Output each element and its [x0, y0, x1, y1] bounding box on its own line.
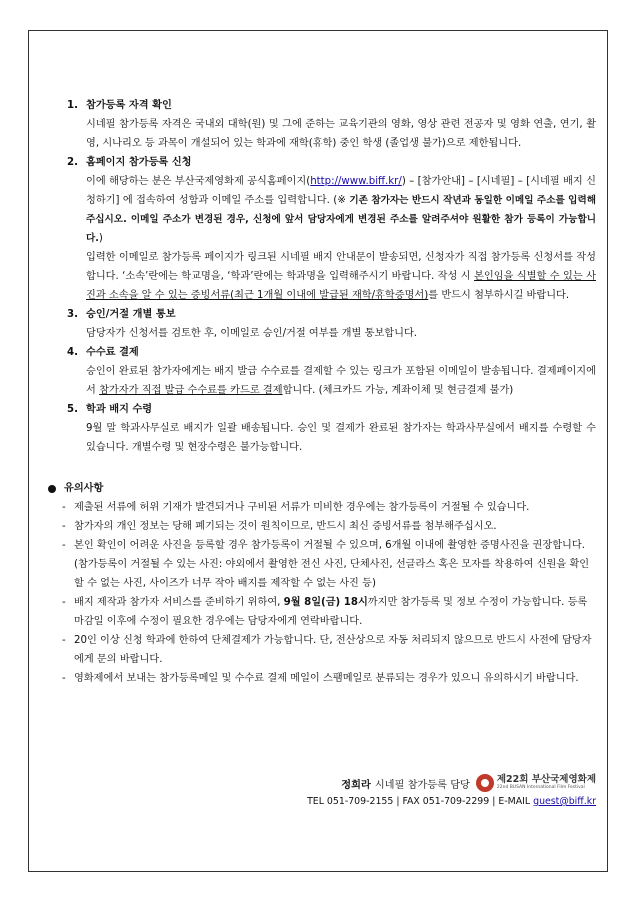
note-item: - 20인 이상 신청 학과에 한하여 단체결제가 가능합니다. 단, 전산상으로 자동 처리되지 않으므로 반드시 사전에 담당자에게 문의 바랍니다.	[62, 635, 592, 665]
step-title: 수수료 결제	[86, 347, 139, 358]
step-title: 참가등록 자격 확인	[86, 100, 172, 111]
note-item: - 제출된 서류에 허위 기재가 발견되거나 구비된 서류가 미비한 경우에는 참가등록이 거절될 수 있습니다.	[62, 502, 530, 513]
step-text: 시네필 참가등록 자격은 국내외 대학(원) 및 그에 준하는 교육기관의 영화, 영상 관련 전공자 및 영화 연출, 연기, 촬영, 시나리오 등 과목이 개설되어 있는 학과에 재학(휴학) 중인 학생 (졸업생 불가)으로 제한됩니다.	[86, 119, 596, 149]
email-link[interactable]: guest@biff.kr	[533, 796, 596, 807]
note-item: - 참가자의 개인 정보는 당해 폐기되는 것이 원칙이므로, 반드시 최신 증빙서류를 첨부해주십시오.	[62, 521, 497, 532]
notes-section	[56, 479, 596, 688]
step-text: 이에 해당하는 분은 부산국제영화제 공식홈페이지(http://www.biff.kr/) – [참가안내] – [시네필] – [시네필 배지 신청하기] 에 접속하여 성함과 이메일 주소를 입력합니다. (※ 기존 참가자는 반드시 작년과 동일한 이메일 주소를 입력해주십시오. 이메일 주소가 변경된 경우, 신청에 앞서 담당자에게 변경된 주소를 알려주셔야 원활한 참가 등록이 가능합니다.)	[86, 176, 597, 244]
note-item: - 영화제에서 보내는 참가등록메일 및 수수료 결제 메일이 스팸메일로 분류되는 경우가 있으니 유의하시기 바랍니다.	[62, 673, 579, 684]
notes-heading: 유의사항	[64, 483, 104, 494]
contact-role: 시네필 참가등록 담당	[374, 779, 470, 791]
biff-logo: 제22회 부산국제영화제 22nd BUSAN International Film Festival	[476, 774, 596, 792]
note-item-deadline: - 배지 제작과 참가자 서비스를 준비하기 위하여, 9월 8일(금) 18시까지만 참가등록 및 정보 수정이 가능합니다. 등록마감일 이후에 수정이 필요한 경우에는 담당자에게 연락바랍니다.	[62, 597, 588, 627]
step-3	[56, 305, 596, 343]
deadline-date: 9월 8일(금) 18시	[283, 597, 368, 608]
step-title: 학과 배지 수령	[86, 404, 153, 415]
document-body	[56, 96, 596, 688]
step-title: 홈페이지 참가등록 신청	[86, 157, 192, 168]
step-text: 승인이 완료된 참가자에게는 배지 발급 수수료를 결제할 수 있는 링크가 포함된 이메일이 발송됩니다. 결제페이지에서 참가자가 직접 발급 수수료를 카드로 결제합니다. (체크카드 가능, 계좌이체 및 현금결제 불가)	[86, 366, 596, 396]
step-number: 4.	[67, 347, 78, 358]
note-item: - 본인 확인이 어려운 사진을 등록할 경우 참가등록이 거절될 수 있으며, 6개월 이내에 촬영한 증명사진을 권장합니다. (참가등록이 거절될 수 있는 사진: 야외에서 촬영한 전신 사진, 단체사진, 선글라스 혹은 모자를 착용하여 신원을 확인할 수 없는 사진, 사이즈가 너무 작아 배지를 제작할 수 없는 사진 등)	[62, 540, 590, 589]
step-number: 1.	[67, 100, 78, 111]
step-2	[56, 153, 596, 305]
step-title: 승인/거절 개별 통보	[86, 309, 176, 320]
required-documents: 본인임을 식별할 수 있는 사진과 소속을 알 수 있는 증빙서류(최근 1개월 이내에 발급된 재학/휴학증명서)	[86, 271, 596, 301]
existing-participant-notice: 기존 참가자는 반드시 작년과 동일한 이메일 주소를 입력해주십시오. 이메일 주소가 변경된 경우, 신청에 앞서 담당자에게 변경된 주소를 알려주셔야 원활한 참가 등록이 가능합니다.	[86, 195, 596, 244]
contact-name: 정희라	[341, 779, 371, 791]
signature-block	[300, 774, 596, 807]
step-number: 2.	[67, 157, 78, 168]
step-number: 3.	[67, 309, 78, 320]
step-5	[56, 400, 596, 457]
contact-line: TEL 051-709-2155 | FAX 051-709-2299 | E-MAIL guest@biff.kr	[307, 796, 596, 807]
step-1	[56, 96, 596, 153]
card-payment-notice: 참가자가 직접 발급 수수료를 카드로 결제	[99, 385, 283, 396]
step-text: 담당자가 신청서를 검토한 후, 이메일로 승인/거절 여부를 개별 통보합니다.	[86, 328, 418, 339]
step-text: 9월 말 학과사무실로 배지가 일괄 배송됩니다. 승인 및 결제가 완료된 참가자는 학과사무실에서 배지를 수령할 수 있습니다. 개별수령 및 현장수령은 불가능합니다.	[86, 423, 596, 453]
step-4	[56, 343, 596, 400]
step-text-2: 입력한 이메일로 참가등록 페이지가 링크된 시네필 배지 안내문이 발송되면, 신청자가 직접 참가등록 신청서를 작성합니다. ‘소속’란에는 학교명을, ‘학과’란에는 학과명을 입력해주시기 바랍니다. 작성 시 본인임을 식별할 수 있는 사진과 소속을 알 수 있는 증빙서류(최근 1개월 이내에 발급된 재학/휴학증명서)를 반드시 첨부하시길 바랍니다.	[86, 252, 596, 301]
homepage-link[interactable]: http://www.biff.kr/	[310, 176, 402, 187]
biff-logo-icon	[476, 774, 494, 792]
bullet-icon	[48, 485, 56, 493]
step-number: 5.	[67, 404, 78, 415]
